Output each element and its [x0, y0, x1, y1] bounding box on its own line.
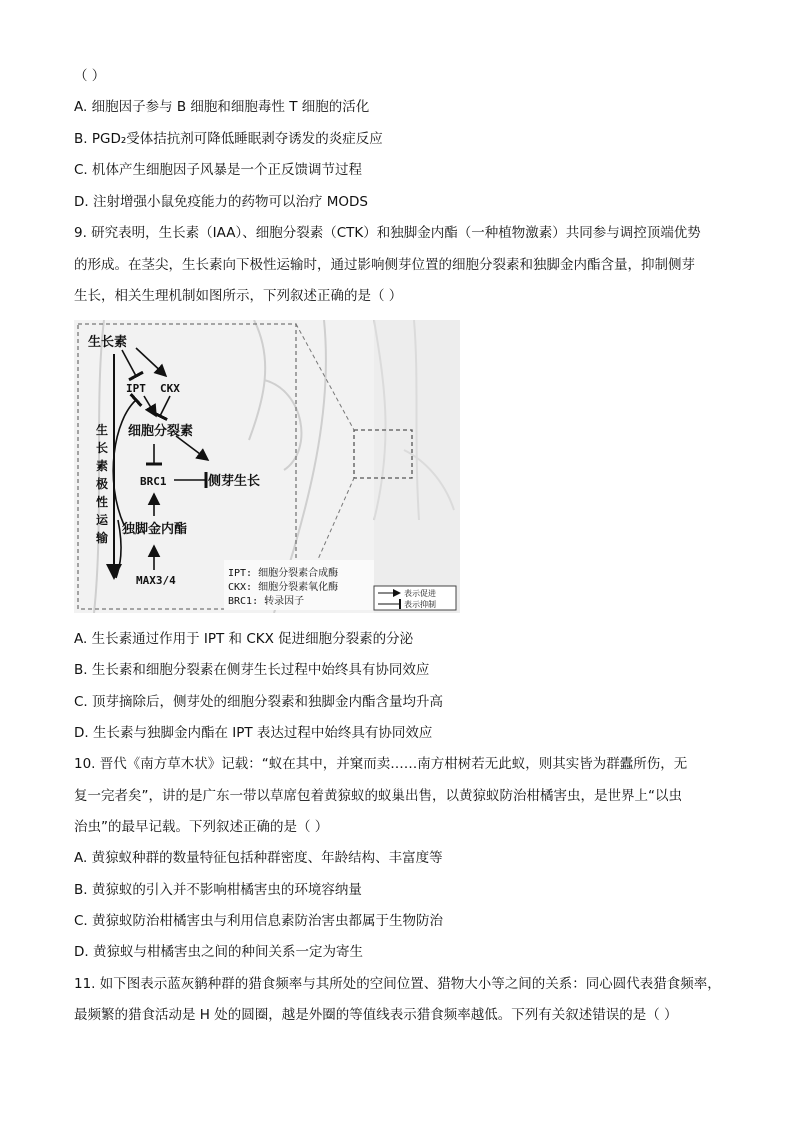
q10-option-d: D. 黄猄蚁与柑橘害虫之间的种间关系一定为寄生: [74, 944, 363, 960]
q9-stem-line-2: 的形成。在茎尖，生长素向下极性运输时，通过影响侧芽位置的细胞分裂素和独脚金内酯含量，抑制侧芽: [74, 257, 695, 273]
q9-option-d: D. 生长素与独脚金内酯在 IPT 表达过程中始终具有协同效应: [74, 725, 433, 741]
q9-option-a: A. 生长素通过作用于 IPT 和 CKX 促进细胞分裂素的分泌: [74, 631, 414, 647]
q8-option-b: B. PGD₂受体拮抗剂可降低睡眠剥夺诱发的炎症反应: [74, 131, 383, 147]
figure-svg: [74, 320, 460, 613]
q8-option-a: A. 细胞因子参与 B 细胞和细胞毒性 T 细胞的活化: [74, 99, 370, 115]
svg-text:长: 长: [96, 441, 109, 455]
svg-text:运: 运: [96, 513, 109, 527]
legend-ckx: CKX: 细胞分裂素氧化酶: [228, 582, 339, 593]
q10-stem-line-1: 10. 晋代《南方草木状》记载：“蚁在其中，并窠而卖……南方柑树若无此蚁，则其实皆为群蠹所伤，无: [74, 756, 688, 772]
q9-stem-line-3: 生长，相关生理机制如图所示，下列叙述正确的是（ ）: [74, 288, 403, 304]
q9-stem-line-1: 9. 研究表明，生长素（IAA）、细胞分裂素（CTK）和独脚金内酯（一种植物激素）共同参与调控顶端优势: [74, 225, 701, 241]
svg-text:生: 生: [96, 423, 109, 437]
node-bud-growth: 侧芽生长: [208, 474, 261, 489]
q10-option-b: B. 黄猄蚁的引入并不影响柑橘害虫的环境容纳量: [74, 882, 362, 898]
node-max: MAX3/4: [136, 574, 176, 587]
legend-promote: 表示促进: [404, 589, 436, 598]
q11-stem-line-2: 最频繁的猎食活动是 H 处的圆圈，越是外圈的等值线表示猎食频率越低。下列有关叙述错误的是（ ）: [74, 1007, 678, 1023]
node-ipt: IPT: [126, 382, 146, 395]
question-8-bracket: （ ）: [74, 68, 106, 84]
hormone-mechanism-figure: [74, 320, 460, 613]
node-ckx: CKX: [160, 382, 180, 395]
legend-ipt: IPT: 细胞分裂素合成酶: [228, 568, 339, 579]
node-auxin: 生长素: [88, 335, 128, 350]
node-brc1: BRC1: [140, 475, 167, 488]
q10-option-a: A. 黄猄蚁种群的数量特征包括种群密度、年龄结构、丰富度等: [74, 850, 443, 866]
q10-stem-line-2: 复一完者矣”，讲的是广东一带以草席包着黄猄蚁的蚁巢出售，以黄猄蚁防治柑橘害虫，是世界上“以虫: [74, 788, 682, 804]
node-strigolactone: 独脚金内酯: [122, 522, 188, 537]
node-cytokinin: 细胞分裂素: [128, 424, 194, 439]
q11-stem-line-1: 11. 如下图表示蓝灰鹟种群的猎食频率与其所处的空间位置、猎物大小等之间的关系：同心圆代表猎食频率，: [74, 976, 721, 992]
q9-option-c: C. 顶芽摘除后，侧芽处的细胞分裂素和独脚金内酯含量均升高: [74, 694, 444, 710]
svg-text:输: 输: [96, 531, 109, 545]
q8-option-c: C. 机体产生细胞因子风暴是一个正反馈调节过程: [74, 162, 363, 178]
q10-stem-line-3: 治虫”的最早记载。下列叙述正确的是（ ）: [74, 819, 329, 835]
q10-option-c: C. 黄猄蚁防治柑橘害虫与利用信息素防治害虫都属于生物防治: [74, 913, 444, 929]
polar-transport-label: [95, 422, 109, 545]
legend-brc1: BRC1: 转录因子: [228, 596, 305, 607]
q8-option-d: D. 注射增强小鼠免疫能力的药物可以治疗 MODS: [74, 194, 369, 210]
svg-text:素: 素: [96, 459, 109, 473]
svg-text:性: 性: [96, 495, 109, 509]
legend-inhibit: 表示抑制: [404, 600, 436, 609]
svg-text:极: 极: [96, 477, 109, 491]
q9-option-b: B. 生长素和细胞分裂素在侧芽生长过程中始终具有协同效应: [74, 662, 430, 678]
